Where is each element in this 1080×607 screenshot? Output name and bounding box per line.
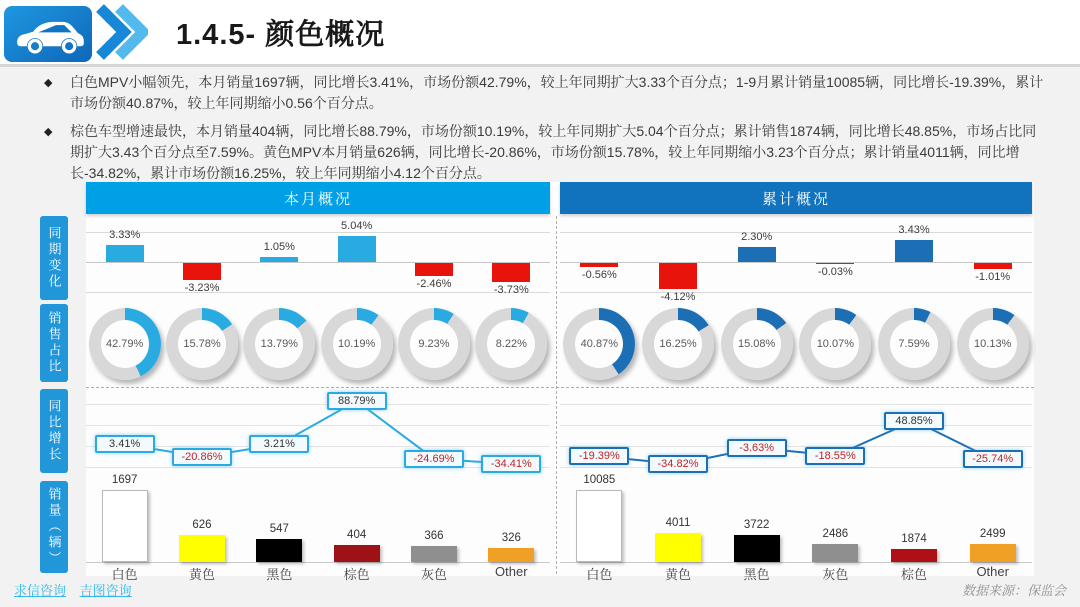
share-value-label: 15.08% — [738, 338, 776, 350]
change-cell — [953, 216, 1032, 302]
footer-links — [14, 580, 142, 599]
volume-value-label: 326 — [501, 532, 521, 545]
volume-value-label: 10085 — [583, 474, 616, 486]
growth-value-label: -19.39% — [569, 447, 629, 465]
volume-value-label: 366 — [424, 530, 444, 543]
volume-category-label: 白色 — [111, 567, 138, 582]
volume-cell — [953, 480, 1032, 579]
change-value-label: -0.03% — [817, 266, 853, 278]
growth-value-label: -24.69% — [404, 450, 464, 468]
donut-hole — [733, 320, 781, 368]
change-cell — [86, 216, 163, 302]
donut-hole — [333, 320, 381, 368]
share-donut-row — [86, 303, 550, 387]
volume-cell — [875, 480, 954, 582]
change-value-label: 3.43% — [898, 224, 930, 237]
growth-value-label: -34.41% — [481, 455, 541, 473]
share-value-label: 9.23% — [418, 338, 450, 350]
row-label-volume: 销量（辆） — [40, 481, 68, 573]
share-value-label: 10.13% — [974, 338, 1012, 350]
change-bar — [974, 263, 1012, 269]
donut-chart — [243, 308, 315, 380]
volume-bar — [411, 546, 457, 562]
change-cell — [318, 216, 395, 302]
share-cell — [86, 303, 163, 387]
change-cell — [717, 216, 796, 302]
diamond-bullet-icon: ◆ — [44, 77, 53, 89]
change-value-label: -2.46% — [416, 277, 452, 290]
donut-chart — [563, 308, 635, 380]
change-value-label: -4.12% — [660, 291, 696, 303]
change-cell — [163, 216, 240, 302]
change-value-label: -1.01% — [975, 271, 1011, 284]
donut-chart — [321, 308, 393, 380]
growth-value-label: 3.21% — [249, 435, 309, 453]
share-value-label: 7.59% — [898, 338, 930, 350]
donut-chart — [721, 308, 793, 380]
change-bar — [492, 263, 530, 282]
volume-value-label: 1697 — [111, 474, 138, 486]
footer-link-qiuxin[interactable]: 求信咨询 — [14, 583, 67, 598]
volume-cell — [796, 480, 875, 582]
volume-value-label: 626 — [192, 519, 212, 532]
donut-chart — [957, 308, 1029, 380]
change-bar — [816, 263, 854, 264]
share-cell — [717, 303, 796, 387]
panel-month — [86, 176, 550, 580]
donut-chart — [475, 308, 547, 380]
share-value-label: 13.79% — [260, 338, 298, 350]
donut-hole — [410, 320, 458, 368]
donut-hole — [178, 320, 226, 368]
share-value-label: 40.87% — [580, 338, 618, 350]
change-value-label: 3.33% — [109, 228, 141, 241]
volume-category-label: 灰色 — [822, 567, 849, 582]
volume-value-label: 2486 — [822, 528, 849, 541]
volume-value-label: 404 — [347, 528, 367, 541]
panel-cumulative — [560, 176, 1032, 580]
volume-bar-chart — [86, 474, 550, 582]
growth-value-label: -3.63% — [727, 439, 787, 457]
change-cell — [241, 216, 318, 302]
volume-cell — [473, 480, 550, 579]
diamond-bullet-icon: ◆ — [44, 126, 53, 138]
volume-bar-chart — [560, 474, 1032, 582]
donut-hole — [255, 320, 303, 368]
change-cell — [796, 216, 875, 302]
volume-value-label: 547 — [269, 522, 289, 535]
volume-category-label: 黄色 — [188, 567, 215, 582]
volume-category-label: 黄色 — [665, 567, 692, 582]
volume-bar — [891, 549, 937, 562]
volume-category-label: 白色 — [586, 567, 613, 582]
car-badge — [4, 6, 92, 62]
share-cell — [875, 303, 954, 387]
volume-bar — [179, 535, 225, 562]
change-bar — [895, 240, 933, 262]
change-value-label: 2.30% — [741, 231, 773, 244]
change-bar — [260, 257, 298, 262]
volume-category-label: 棕色 — [343, 567, 370, 582]
share-cell — [473, 303, 550, 387]
growth-value-label: 3.41% — [95, 435, 155, 453]
volume-bar — [970, 544, 1016, 562]
growth-value-label: -20.86% — [172, 448, 232, 466]
volume-cell — [560, 474, 639, 582]
change-bar — [415, 263, 453, 276]
volume-value-label: 1874 — [901, 532, 927, 545]
growth-line — [560, 388, 1032, 479]
share-cell — [560, 303, 639, 387]
growth-value-label: -34.82% — [648, 455, 708, 473]
title-bar — [0, 0, 1080, 67]
donut-chart — [878, 308, 950, 380]
row-label-growth: 同比增长 — [40, 389, 68, 473]
growth-line-chart — [560, 388, 1032, 479]
change-value-label: 1.05% — [263, 240, 295, 253]
volume-bar — [576, 490, 622, 562]
volume-bar — [256, 539, 302, 562]
panel-divider-dashed — [556, 216, 557, 574]
donut-hole — [811, 320, 859, 368]
panel-header-month: 本月概况 — [86, 182, 550, 214]
volume-bar — [102, 490, 148, 562]
volume-cell — [86, 474, 163, 582]
change-cell — [875, 216, 954, 302]
donut-hole — [654, 320, 702, 368]
volume-bar — [334, 545, 380, 562]
bullet-text: 白色MPV小幅领先，本月销量1697辆，同比增长3.41%，市场份额42.79%，较上年同期扩大3.33个百分点；1-9月累计销量10085辆，同比增长-19.39%，累计市场份额40.87%，较上年同期缩小0.56个百分点。 — [70, 74, 1044, 111]
change-bar-chart — [86, 216, 550, 302]
volume-cell — [241, 480, 318, 582]
donut-chart — [166, 308, 238, 380]
change-value-label: -3.23% — [184, 281, 220, 294]
donut-hole — [101, 320, 149, 368]
change-cell — [473, 216, 550, 302]
growth-value-label: 88.79% — [327, 392, 387, 410]
share-value-label: 15.78% — [183, 338, 221, 350]
row-label-share: 销售占比 — [40, 304, 68, 382]
volume-value-label: 4011 — [665, 517, 691, 530]
share-value-label: 10.19% — [337, 338, 376, 350]
growth-line-chart — [86, 388, 550, 479]
chart-area — [0, 176, 1080, 580]
change-bar — [106, 245, 144, 262]
change-cell — [639, 216, 718, 302]
volume-category-label: 灰色 — [420, 567, 447, 582]
share-value-label: 10.07% — [816, 338, 854, 350]
change-value-label: -0.56% — [581, 268, 617, 281]
donut-chart — [398, 308, 470, 380]
growth-value-label: -18.55% — [805, 447, 865, 465]
share-cell — [318, 303, 395, 387]
share-cell — [241, 303, 318, 387]
growth-value-label: -25.74% — [963, 450, 1023, 468]
donut-chart — [799, 308, 871, 380]
chevron-right-icon — [94, 1, 148, 63]
share-cell — [953, 303, 1032, 387]
change-bar-chart — [560, 216, 1032, 302]
volume-category-label: Other — [495, 564, 528, 579]
car-icon — [9, 9, 87, 59]
volume-bar — [655, 533, 701, 562]
share-cell — [796, 303, 875, 387]
volume-bar — [488, 548, 534, 562]
volume-bar — [812, 544, 858, 562]
share-cell — [639, 303, 718, 387]
change-cell — [395, 216, 472, 302]
change-bar — [580, 263, 618, 267]
share-cell — [163, 303, 240, 387]
donut-hole — [969, 320, 1017, 368]
donut-hole — [487, 320, 535, 368]
change-bar — [659, 263, 697, 289]
donut-chart — [642, 308, 714, 380]
donut-chart — [89, 308, 161, 380]
volume-cell — [318, 480, 395, 582]
bullet-item — [44, 72, 1044, 114]
volume-category-label: 黑色 — [266, 567, 293, 582]
share-cell — [395, 303, 472, 387]
share-value-label: 42.79% — [106, 338, 144, 350]
data-source-note: 数据来源：保监会 — [961, 583, 1066, 598]
summary-bullets — [44, 72, 1044, 191]
footer-link-jitu[interactable]: 吉图咨询 — [79, 583, 132, 598]
share-value-label: 16.25% — [659, 338, 697, 350]
volume-bar — [734, 535, 780, 562]
change-value-label: -3.73% — [493, 284, 529, 297]
volume-category-label: Other — [976, 564, 1009, 579]
volume-category-label: 棕色 — [901, 567, 928, 582]
volume-cell — [395, 480, 472, 582]
change-bar — [183, 263, 221, 280]
change-value-label: 5.04% — [341, 220, 373, 232]
bullet-text: 棕色车型增速最快，本月销量404辆，同比增长88.79%，市场份额10.19%，较上年同期扩大5.04个百分点；累计销售1874辆，同比增长48.85%，市场占比同期扩大3.43个百分点至7.59%。黄色MPV本月销量626辆，同比增长-20.86%，市场份额15.78%，较上年同期缩小3.23个百分点；累计销量4011辆，同比增长-34.82%，累计市场份额16.25%，较上年同期缩小4.12个百分点。 — [70, 123, 1037, 181]
row-label-change: 同期变化 — [40, 216, 68, 300]
share-value-label: 8.22% — [495, 338, 527, 350]
change-bar — [738, 247, 776, 262]
volume-cell — [163, 480, 240, 582]
volume-cell — [717, 480, 796, 582]
change-cell — [560, 216, 639, 302]
volume-category-label: 黑色 — [743, 567, 770, 582]
change-bar — [338, 236, 376, 262]
panel-header-cumulative: 累计概况 — [560, 182, 1032, 214]
volume-value-label: 3722 — [743, 519, 770, 532]
row-divider-dashed — [86, 387, 1034, 388]
volume-cell — [639, 480, 718, 582]
share-donut-row — [560, 303, 1032, 387]
bullet-item — [44, 121, 1044, 184]
volume-value-label: 2499 — [979, 528, 1006, 541]
donut-hole — [575, 320, 623, 368]
growth-value-label: 48.85% — [884, 412, 944, 430]
page-title: 1.4.5- 颜色概况 — [176, 18, 386, 51]
donut-hole — [890, 320, 938, 368]
